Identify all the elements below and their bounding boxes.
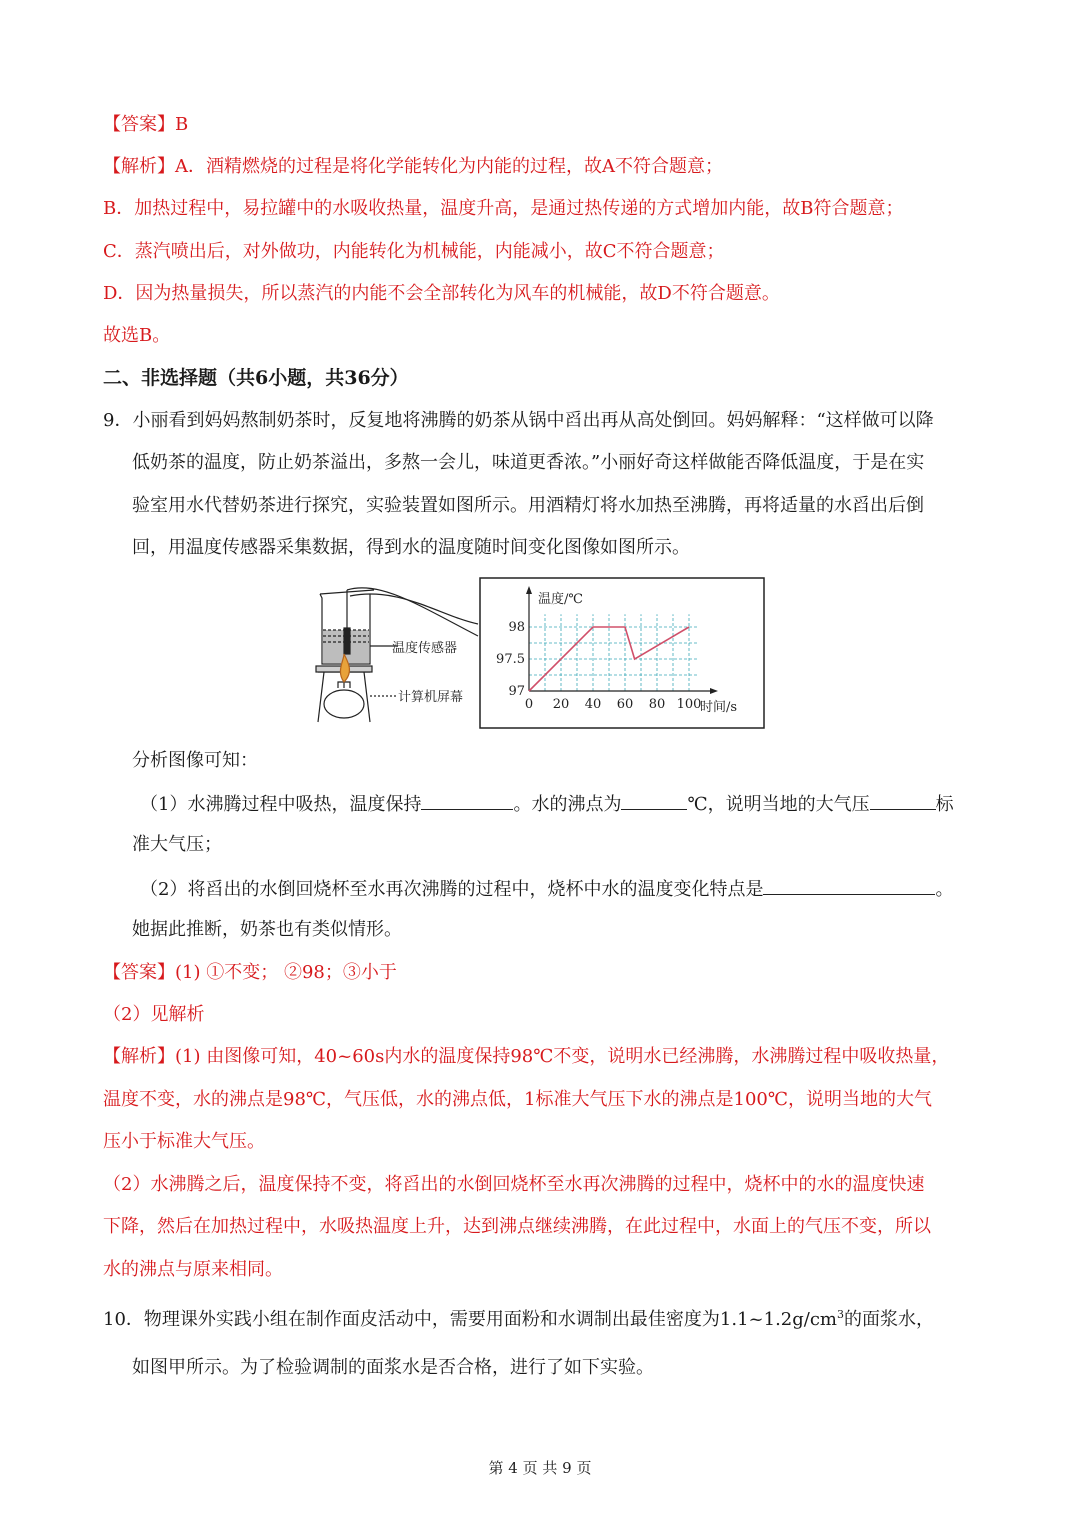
q9-stem-line-1 xyxy=(103,409,980,433)
q9-analysis-line-2: 温度不变，水的沸点是98℃，气压低，水的沸点低，1标准大气压下水的沸点是100℃，说明当地的大气 xyxy=(103,1089,932,1110)
q8-analysis-b: B．加热过程中，易拉罐中的水吸收热量，温度升高，是通过热传递的方式增加内能，故B符合题意； xyxy=(103,198,904,219)
q10-stem-line-1 xyxy=(103,1308,980,1332)
q9-blank-4 xyxy=(763,876,935,895)
q9-figure-svg xyxy=(310,576,770,732)
q9-answer-line-2: （2）见解析 xyxy=(103,1004,205,1025)
q9-stem-1: 小丽看到妈妈熬制奶茶时，反复地将沸腾的奶茶从锅中舀出再从高处倒回。妈妈解释：“这样做可以降 xyxy=(132,410,934,431)
q9-number: 9． xyxy=(103,410,133,431)
chart-y-tick-label: 98 xyxy=(508,620,525,635)
q9-blank-3 xyxy=(870,791,936,810)
chart-y-tick-label: 97.5 xyxy=(496,652,525,667)
q9-analysis-1: (1) 由图像可知，40~60s内水的温度保持98℃不变，说明水已经沸腾，水沸腾过程中吸收热量， xyxy=(175,1046,950,1067)
q9-p1-d: 标 xyxy=(935,794,954,815)
q8-answer: B xyxy=(175,114,189,135)
chart-y-tick-label: 97 xyxy=(508,684,525,699)
q9-analysis-tag: 【解析】 xyxy=(103,1046,175,1067)
q8-analysis-d: D．因为热量损失，所以蒸汽的内能不会全部转化为风车的机械能，故D不符合题意。 xyxy=(103,283,780,304)
section-heading: 二、非选择题（共6小题，共36分） xyxy=(103,367,409,389)
q8-analysis-a-text: A．酒精燃烧的过程是将化学能转化为内能的过程，故A不符合题意； xyxy=(175,156,723,177)
q8-conclusion: 故选B。 xyxy=(103,325,171,346)
q9-part2-line-1 xyxy=(140,876,980,902)
q10-stem-sup: 3 xyxy=(836,1308,844,1321)
q10-number: 10． xyxy=(103,1309,144,1330)
q9-blank-2 xyxy=(621,791,687,810)
chart-x-tick-label: 0 xyxy=(524,697,534,712)
q10-stem-1a: 物理课外实践小组在制作面皮活动中，需要用面粉和水调制出最佳密度为1.1~1.2g/cm xyxy=(143,1309,837,1330)
q9-analysis-line-3: 压小于标准大气压。 xyxy=(103,1131,265,1152)
q9-p1-b: 。水的沸点为 xyxy=(513,794,622,815)
q8-analysis-c: C．蒸汽喷出后，对外做功，内能转化为机械能，内能减小，故C不符合题意； xyxy=(103,241,725,262)
chart-x-tick-label: 40 xyxy=(584,697,602,712)
q9-part1-line-2: 准大气压； xyxy=(132,834,222,855)
q9-analysis-line-5: 下降，然后在加热过程中，水吸热温度上升，达到沸点继续沸腾，在此过程中，水面上的气压不变，所以 xyxy=(103,1216,931,1237)
chart-x-tick-label: 20 xyxy=(552,697,570,712)
q9-p1-c: ℃，说明当地的大气压 xyxy=(687,794,870,815)
chart-x-tick-label: 100 xyxy=(676,697,702,712)
q9-stem-line-3: 验室用水代替奶茶进行探究，实验装置如图所示。用酒精灯将水加热至沸腾，再将适量的水舀出后倒 xyxy=(132,495,924,516)
q9-p2-b: 。 xyxy=(935,879,954,900)
q9-figure xyxy=(310,576,770,732)
chart-ylabel: 温度/℃ xyxy=(538,592,583,607)
q8-analysis-a xyxy=(103,155,980,179)
chart-x-tick-label: 80 xyxy=(648,697,666,712)
q9-p2-a: （2）将舀出的水倒回烧杯至水再次沸腾的过程中，烧杯中水的温度变化特点是 xyxy=(140,879,764,900)
q9-p1-a: （1）水沸腾过程中吸热，温度保持 xyxy=(140,794,422,815)
q9-part2-line-2: 她据此推断，奶茶也有类似情形。 xyxy=(132,919,402,940)
q9-stem-line-4: 回，用温度传感器采集数据，得到水的温度随时间变化图像如图所示。 xyxy=(132,537,690,558)
q9-analysis-line-4: （2）水沸腾之后，温度保持不变，将舀出的水倒回烧杯至水再次沸腾的过程中，烧杯中的水的温度快速 xyxy=(103,1174,925,1195)
q9-answer-line-1 xyxy=(103,961,980,985)
q9-stem-line-2: 低奶茶的温度，防止奶茶溢出，多熬一会儿，味道更香浓。”小丽好奇这样做能否降低温度，于是在实 xyxy=(132,452,925,473)
q9-part1-line-1 xyxy=(140,791,980,817)
chart-x-tick-label: 60 xyxy=(616,697,634,712)
q8-answer-line xyxy=(103,113,980,137)
q9-answer-tag: 【答案】 xyxy=(103,962,175,983)
q8-answer-tag: 【答案】 xyxy=(103,114,175,135)
chart-xlabel: 时间/s xyxy=(700,700,738,715)
q10-stem-line-2: 如图甲所示。为了检验调制的面浆水是否合格，进行了如下实验。 xyxy=(132,1357,654,1378)
q9-analyze: 分析图像可知： xyxy=(132,750,258,771)
q8-analysis-tag: 【解析】 xyxy=(103,156,175,177)
q9-answer-1: (1) ①不变； ②98；③小于 xyxy=(175,962,397,983)
screen-label: 计算机屏幕 xyxy=(398,690,464,705)
page-footer: 第 4 页 共 9 页 xyxy=(488,1459,592,1477)
q9-blank-1 xyxy=(421,791,513,810)
sensor-label: 温度传感器 xyxy=(392,641,458,656)
q9-analysis-line-1 xyxy=(103,1045,980,1069)
q10-stem-1b: 的面浆水， xyxy=(843,1309,934,1330)
q9-analysis-line-6: 水的沸点与原来相同。 xyxy=(103,1259,283,1280)
